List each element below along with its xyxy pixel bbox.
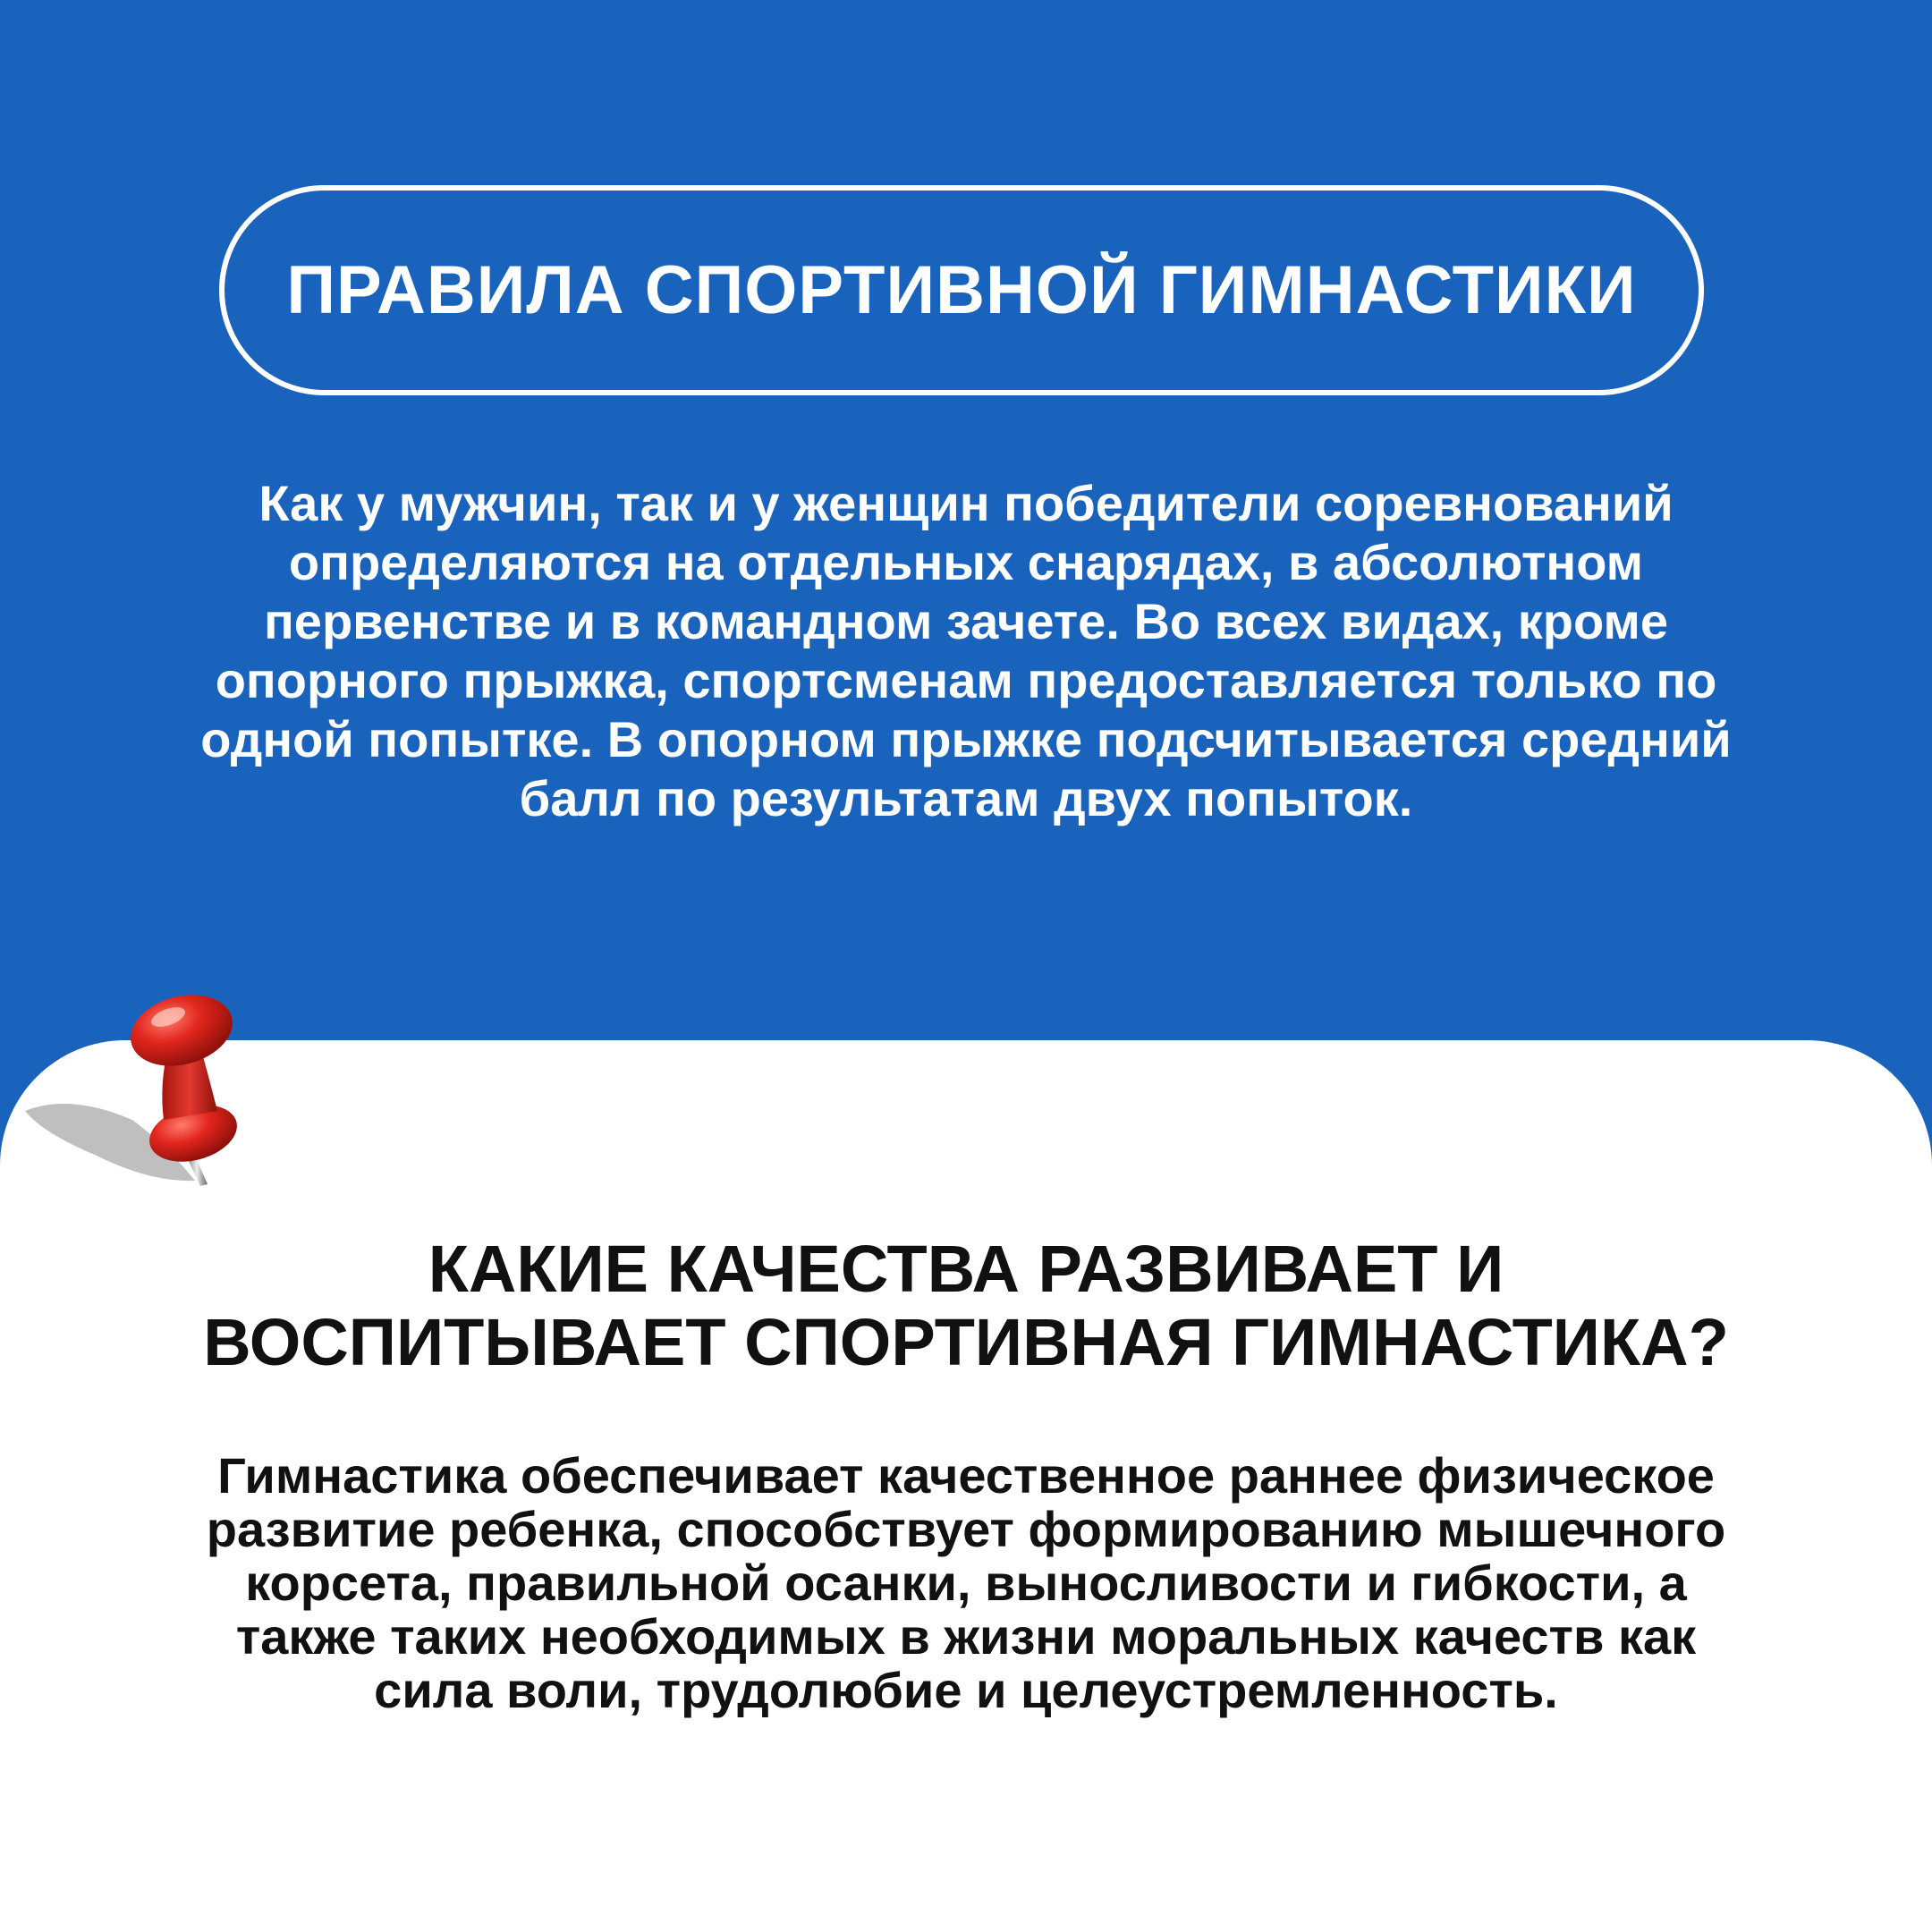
body-line: корсета, правильной осанки, выносливости и гибкости, а (245, 1555, 1687, 1611)
body-line: сила воли, трудолюбие и целеустремленность. (374, 1662, 1558, 1718)
intro-line: одной попытке. В опорном прыжке подсчитывается средний (200, 711, 1732, 767)
body-line: также таких необходимых в жизни моральных качеств как (235, 1608, 1697, 1665)
page-title: ПРАВИЛА СПОРТИВНОЙ ГИМНАСТИКИ (286, 252, 1637, 328)
intro-line: опорного прыжка, спортсменам предоставляется только по (215, 652, 1717, 708)
body-line: Гимнастика обеспечивает качественное раннее физическое (217, 1447, 1715, 1504)
title-pill (219, 185, 1704, 395)
intro-line: первенстве и в командном зачете. Во всех видах, кроме (263, 593, 1669, 649)
intro-paragraph (80, 474, 1852, 828)
intro-line: Как у мужчин, так и у женщин победители соревнований (258, 475, 1674, 531)
red-pushpin-icon (16, 977, 249, 1191)
body-line: развитие ребенка, способствует формированию мышечного (206, 1501, 1726, 1557)
heading-line: ВОСПИТЫВАЕТ СПОРТИВНАЯ ГИМНАСТИКА? (203, 1305, 1729, 1379)
intro-line: балл по результатам двух попыток. (519, 770, 1413, 826)
intro-line: определяются на отдельных снарядах, в абсолютном (288, 534, 1644, 590)
body-paragraph (89, 1449, 1843, 1717)
section-heading (98, 1233, 1834, 1379)
heading-line: КАКИЕ КАЧЕСТВА РАЗВИВАЕТ И (428, 1232, 1504, 1306)
